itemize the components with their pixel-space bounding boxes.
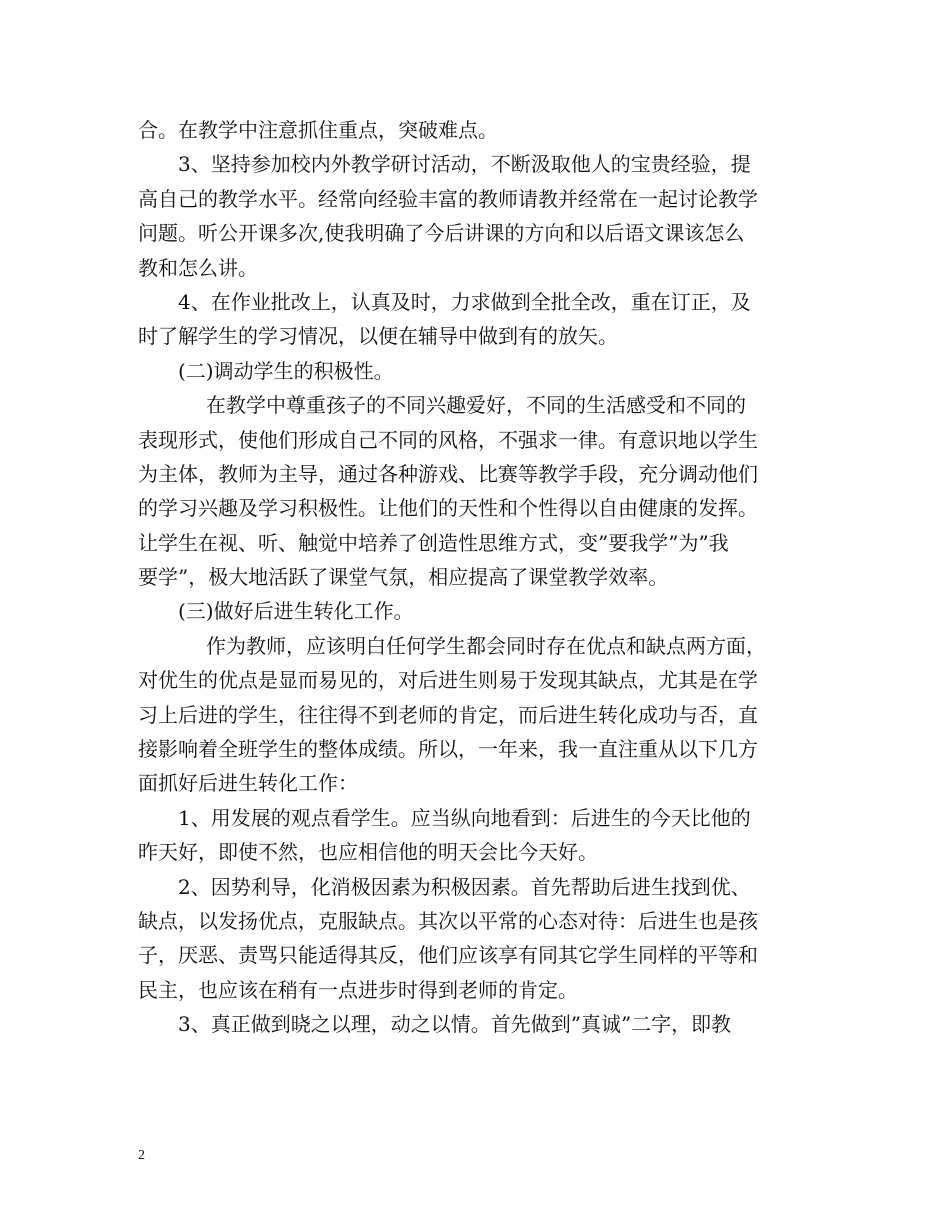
text-line: 3、真正做到晓之以理，动之以情。首先做到”真诚”二字，即教	[178, 1012, 732, 1037]
text-line: 高自己的教学水平。经常向经验丰富的教师请教并经常在一起讨论教学	[138, 186, 758, 211]
text-line: 2、因势利导，化消极因素为积极因素。首先帮助后进生找到优、	[178, 874, 751, 899]
text-line: 作为教师，应该明白任何学生都会同时存在优点和缺点两方面，	[206, 633, 766, 658]
text-line: 要学”，极大地活跃了课堂气氛，相应提高了课堂教学效率。	[138, 565, 669, 590]
page-number: 2	[138, 1148, 145, 1163]
text-line: 对优生的优点是显而易见的，对后进生则易于发现其缺点，尤其是在学	[138, 668, 758, 693]
text-line: 1、用发展的观点看学生。应当纵向地看到：后进生的今天比他的	[178, 805, 751, 830]
text-line: 在教学中尊重孩子的不同兴趣爱好，不同的生活感受和不同的	[206, 393, 746, 418]
section-heading: (二)调动学生的积极性。	[178, 358, 394, 383]
section-heading: (三)做好后进生转化工作。	[178, 599, 414, 624]
text-line: 民主，也应该在稍有一点进步时得到老师的肯定。	[138, 977, 578, 1002]
text-line: 缺点，以发扬优点，克服缺点。其次以平常的心态对待：后进生也是孩	[138, 908, 758, 933]
text-line: 表现形式，使他们形成自己不同的风格，不强求一律。有意识地以学生	[138, 427, 758, 452]
text-line: 的学习兴趣及学习积极性。让他们的天性和个性得以自由健康的发挥。	[138, 496, 758, 521]
text-line: 问题。听公开课多次,使我明确了今后讲课的方向和以后语文课该怎么	[138, 221, 745, 246]
text-line: 子，厌恶、责骂只能适得其反，他们应该享有同其它学生同样的平等和	[138, 943, 758, 968]
text-line: 接影响着全班学生的整体成绩。所以，一年来，我一直注重从以下几方	[138, 737, 758, 762]
text-line: 时了解学生的学习情况，以便在辅导中做到有的放矢。	[138, 324, 618, 349]
text-line: 让学生在视、听、触觉中培养了创造性思维方式，变”要我学”为”我	[138, 530, 729, 555]
text-line: 昨天好，即使不然，也应相信他的明天会比今天好。	[138, 840, 598, 865]
text-line: 合。在教学中注意抓住重点，突破难点。	[138, 118, 498, 142]
body-text	[138, 113, 818, 1042]
text-line: 为主体，教师为主导，通过各种游戏、比赛等教学手段，充分调动他们	[138, 461, 758, 486]
text-line: 4、在作业批改上，认真及时，力求做到全批全改，重在订正，及	[178, 289, 751, 314]
text-line: 习上后进的学生，往往得不到老师的肯定，而后进生转化成功与否，直	[138, 702, 758, 727]
text-line: 教和怎么讲。	[138, 255, 258, 280]
text-line: 面抓好后进生转化工作：	[138, 771, 358, 796]
text-line: 3、坚持参加校内外教学研讨活动，不断汲取他人的宝贵经验，提	[178, 152, 751, 177]
